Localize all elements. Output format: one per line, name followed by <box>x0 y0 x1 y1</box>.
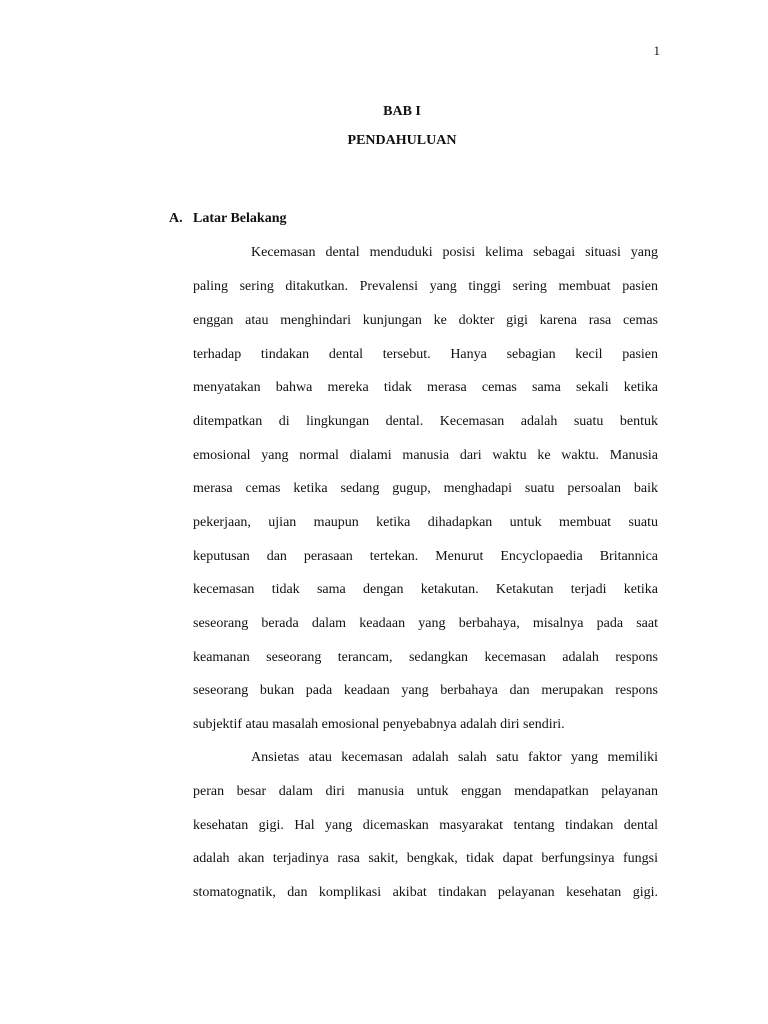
paragraph-line-last: subjektif atau masalah emosional penyebabnya adalah diri sendiri. <box>193 717 565 732</box>
page-number: 1 <box>653 43 660 58</box>
paragraph-line: kesehatan gigi. Hal yang dicemaskan masyarakat tentang tindakan dental <box>193 818 658 833</box>
chapter-subtitle: PENDAHULUAN <box>347 133 457 148</box>
paragraph-line: emosional yang normal dialami manusia dari waktu ke waktu. Manusia <box>193 448 658 463</box>
paragraph-line: Ansietas atau kecemasan adalah salah satu faktor yang memiliki <box>251 750 658 765</box>
paragraph-line: ditempatkan di lingkungan dental. Kecemasan adalah suatu bentuk <box>193 414 658 429</box>
paragraph-line: pekerjaan, ujian maupun ketika dihadapkan untuk membuat suatu <box>193 515 658 530</box>
paragraph-line: enggan atau menghindari kunjungan ke dokter gigi karena rasa cemas <box>193 313 658 328</box>
section-heading <box>169 211 286 227</box>
paragraph-line: kecemasan tidak sama dengan ketakutan. Ketakutan terjadi ketika <box>193 582 658 597</box>
section-title: Latar Belakang <box>193 211 287 226</box>
paragraph-line: keputusan dan perasaan tertekan. Menurut Encyclopaedia Britannica <box>193 549 658 564</box>
paragraph-line: seseorang berada dalam keadaan yang berbahaya, misalnya pada saat <box>193 616 658 631</box>
paragraph-line: adalah akan terjadinya rasa sakit, bengkak, tidak dapat berfungsinya fungsi <box>193 851 658 866</box>
paragraph-line: Kecemasan dental menduduki posisi kelima sebagai situasi yang <box>251 245 658 260</box>
paragraph-line: terhadap tindakan dental tersebut. Hanya sebagian kecil pasien <box>193 347 658 362</box>
section-marker: A. <box>169 211 183 226</box>
paragraph-line: stomatognatik, dan komplikasi akibat tindakan pelayanan kesehatan gigi. <box>193 885 658 900</box>
chapter-title: BAB I <box>383 104 421 119</box>
paragraph-line: peran besar dalam diri manusia untuk enggan mendapatkan pelayanan <box>193 784 658 799</box>
paragraph-line: keamanan seseorang terancam, sedangkan kecemasan adalah respons <box>193 650 658 665</box>
paragraph-line: paling sering ditakutkan. Prevalensi yang tinggi sering membuat pasien <box>193 279 658 294</box>
paragraph-line: seseorang bukan pada keadaan yang berbahaya dan merupakan respons <box>193 683 658 698</box>
paragraph-line: menyatakan bahwa mereka tidak merasa cemas sama sekali ketika <box>193 380 658 395</box>
paragraph-line: merasa cemas ketika sedang gugup, menghadapi suatu persoalan baik <box>193 481 658 496</box>
